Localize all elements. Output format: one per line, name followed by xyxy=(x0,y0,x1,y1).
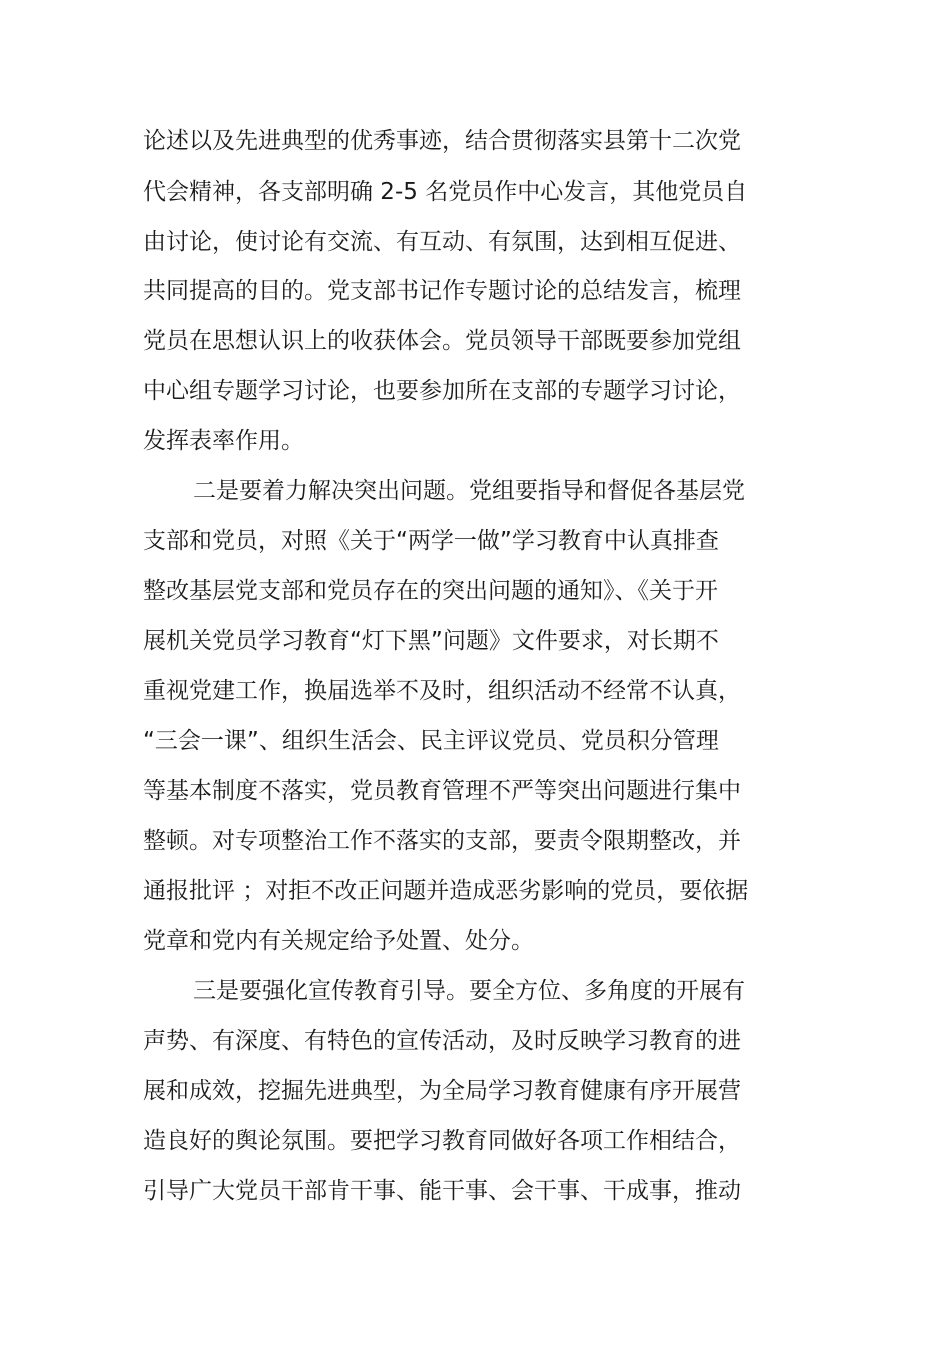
text-line: 中心组专题学习讨论，也要参加所在支部的专题学习讨论， xyxy=(143,378,741,404)
text-line: 论述以及先进典型的优秀事迹，结合贯彻落实县第十二次党 xyxy=(143,128,741,154)
text-line: 代会精神，各支部明确 2-5 名党员作中心发言，其他党员自 xyxy=(143,179,748,205)
text-line: 声势、有深度、有特色的宣传活动，及时反映学习教育的进 xyxy=(143,1028,741,1054)
text-line: 通报批评 ；对拒不改正问题并造成恶劣影响的党员，要依据 xyxy=(143,878,749,904)
text-line: 造良好的舆论氛围。要把学习教育同做好各项工作相结合， xyxy=(143,1128,741,1154)
text-line: 展机关党员学习教育“灯下黑”问题》文件要求，对长期不 xyxy=(143,628,719,654)
text-line: 等基本制度不落实，党员教育管理不严等突出问题进行集中 xyxy=(143,778,741,804)
text-line: 党员在思想认识上的收获体会。党员领导干部既要参加党组 xyxy=(143,328,741,354)
text-line: 整顿。对专项整治工作不落实的支部，要责令限期整改，并 xyxy=(143,828,741,854)
text-line: 发挥表率作用。 xyxy=(143,428,304,454)
text-line: 重视党建工作，换届选举不及时，组织活动不经常不认真， xyxy=(143,678,741,704)
text-line: 共同提高的目的。党支部书记作专题讨论的总结发言，梳理 xyxy=(143,278,741,304)
text-line: “三会一课”、组织生活会、民主评议党员、党员积分管理 xyxy=(143,728,719,754)
text-line: 展和成效，挖掘先进典型，为全局学习教育健康有序开展营 xyxy=(143,1078,741,1104)
text-line: 引导广大党员干部肯干事、能干事、会干事、干成事，推动 xyxy=(143,1178,741,1204)
text-line: 由讨论，使讨论有交流、有互动、有氛围，达到相互促进、 xyxy=(143,229,741,255)
paragraph-start-line: 二是要着力解决突出问题。党组要指导和督促各基层党 xyxy=(193,478,745,504)
paragraph-start-line: 三是要强化宣传教育引导。要全方位、多角度的开展有 xyxy=(193,978,745,1004)
text-line: 党章和党内有关规定给予处置、处分。 xyxy=(143,928,534,954)
text-line: 整改基层党支部和党员存在的突出问题的通知》、《关于开 xyxy=(143,578,718,604)
text-line: 支部和党员，对照《关于“两学一做”学习教育中认真排查 xyxy=(143,528,719,554)
